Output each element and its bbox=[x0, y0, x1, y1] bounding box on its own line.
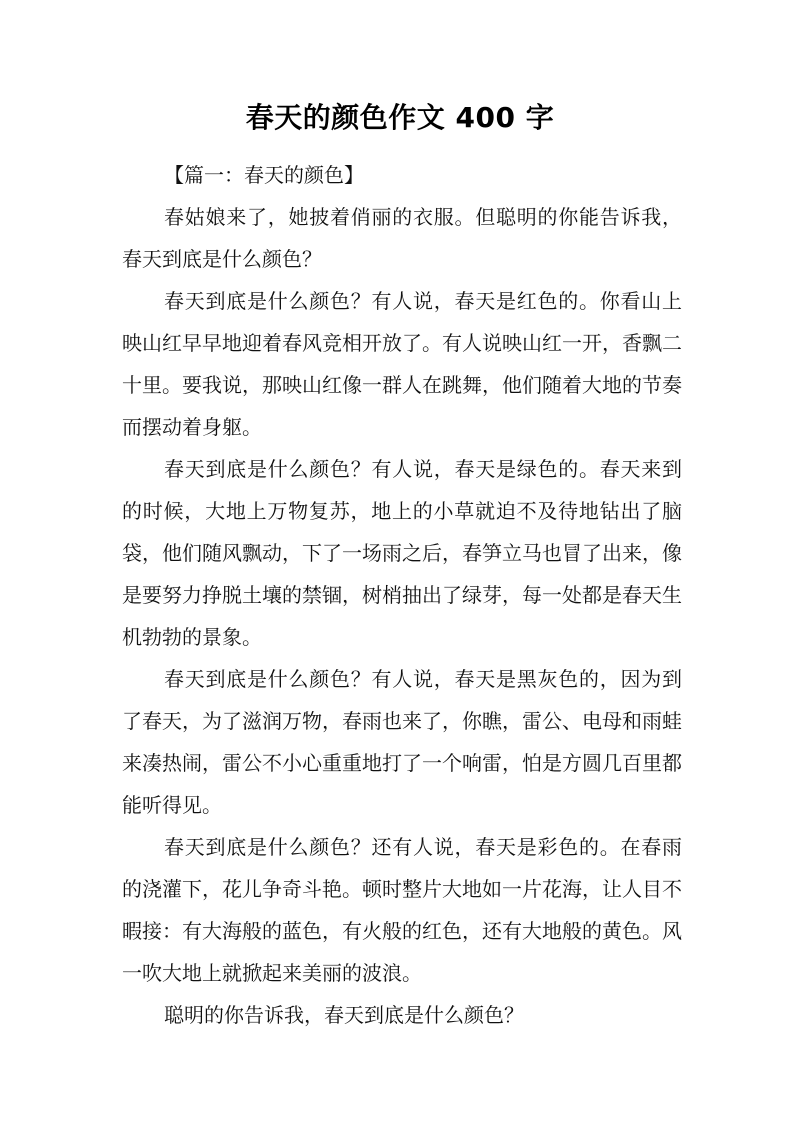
paragraph: 春姑娘来了，她披着俏丽的衣服。但聪明的你能告诉我，春天到底是什么颜色？ bbox=[122, 205, 682, 271]
paragraph: 春天到底是什么颜色？有人说，春天是红色的。你看山上映山红早早地迎着春风竞相开放了。有人说映山红一开，香飘二十里。要我说，那映山红像一群人在跳舞，他们随着大地的节奏而摆动着身躯。 bbox=[122, 289, 682, 439]
paragraph: 春天到底是什么颜色？还有人说，春天是彩色的。在春雨的浇灌下，花儿争奇斗艳。顿时整片大地如一片花海，让人目不暇接：有大海般的蓝色，有火般的红色，还有大地般的黄色。风一吹大地上就掀起来美丽的波浪。 bbox=[122, 835, 682, 985]
document-body bbox=[122, 154, 682, 1036]
section-heading: 【篇一：春天的颜色】 bbox=[164, 163, 364, 187]
paragraph: 春天到底是什么颜色？有人说，春天是绿色的。春天来到的时候，大地上万物复苏，地上的小草就迫不及待地钻出了脑袋，他们随风飘动，下了一场雨之后，春笋立马也冒了出来，像是要努力挣脱土壤的禁锢，树梢抽出了绿芽，每一处都是春天生机勃勃的景象。 bbox=[122, 457, 682, 649]
paragraph: 聪明的你告诉我，春天到底是什么颜色？ bbox=[164, 1003, 524, 1027]
document-title: 春天的颜色作文 400 字 bbox=[245, 101, 555, 134]
paragraph: 春天到底是什么颜色？有人说，春天是黑灰色的，因为到了春天，为了滋润万物，春雨也来了，你瞧，雷公、电母和雨蛙来凑热闹，雷公不小心重重地打了一个响雷，怕是方圆几百里都能听得见。 bbox=[122, 667, 682, 817]
